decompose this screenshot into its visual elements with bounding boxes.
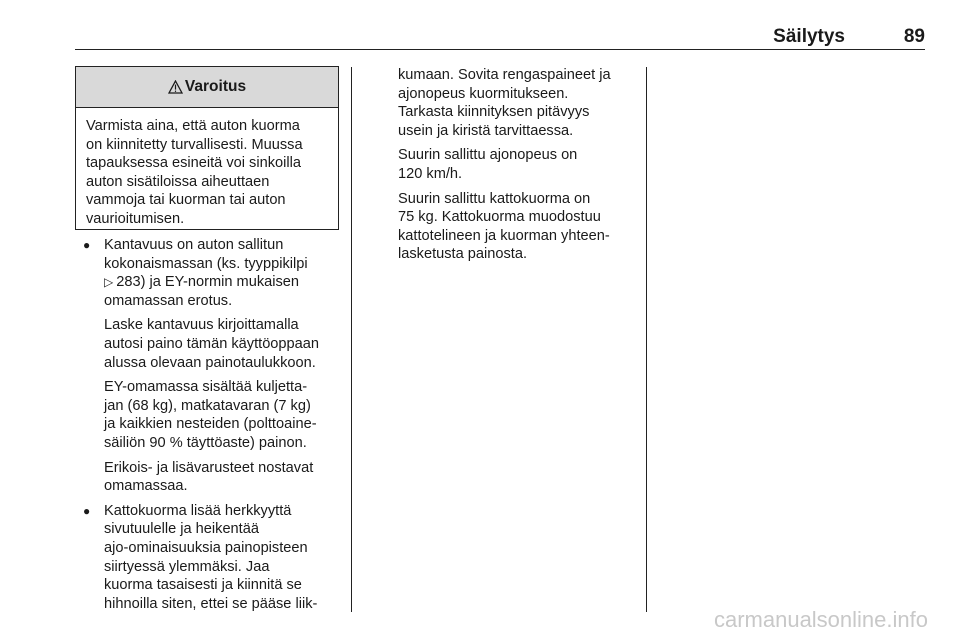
warning-line: vammoja tai kuorman tai auton bbox=[86, 192, 286, 209]
text-line: Kantavuus on auton sallitun bbox=[104, 237, 284, 253]
text-line: EY-omamassa sisältää kuljetta- bbox=[104, 379, 308, 396]
text-line: 120 km/h. bbox=[398, 165, 463, 182]
text-line: Tarkasta kiinnityksen pitävyys bbox=[398, 104, 590, 121]
text-line: säiliön 90 % täyttöaste) painon. bbox=[104, 434, 307, 451]
text-line: Suurin sallittu ajonopeus on bbox=[398, 147, 578, 164]
text-line: alussa olevaan painotaulukkoon. bbox=[104, 354, 316, 371]
page-reference-arrow-icon[interactable]: ▷ bbox=[104, 275, 114, 290]
paragraph bbox=[104, 378, 351, 452]
warning-line: Varmista aina, että auton kuorma bbox=[86, 118, 300, 134]
text-line: ajonopeus kuormitukseen. bbox=[398, 85, 569, 102]
header-rule bbox=[75, 49, 925, 50]
text-line: jan (68 kg), matkatavaran (7 kg) bbox=[104, 397, 311, 414]
text-line: hihnoilla siten, ettei se pääse liik- bbox=[104, 595, 318, 612]
page-reference-text[interactable]: 283) ja EY-normin mukaisen bbox=[116, 274, 300, 291]
text-line: sivutuulelle ja heikentää bbox=[104, 521, 259, 538]
text-line: autosi paino tämän käyttöoppaan bbox=[104, 335, 320, 352]
text-line: ajo-ominaisuuksia painopisteen bbox=[104, 539, 308, 556]
text-line: ja kaikkien nesteiden (polttoaine- bbox=[104, 416, 317, 433]
warning-header bbox=[76, 67, 338, 108]
paragraph bbox=[398, 66, 638, 140]
text-line: kattotelineen ja kuorman yhteen- bbox=[398, 227, 610, 244]
text-line: Kattokuorma lisää herkkyyttä bbox=[104, 502, 292, 519]
watermark-text: carmanualsonline.info bbox=[713, 607, 928, 632]
warning-title: Varoitus bbox=[184, 78, 247, 95]
text-line: lasketusta painosta. bbox=[398, 246, 527, 263]
text-line: Erikois- ja lisävarusteet nostavat bbox=[104, 459, 314, 476]
paragraph bbox=[104, 316, 351, 372]
text-line: omamassaa. bbox=[104, 478, 188, 495]
column-1-text bbox=[75, 236, 351, 613]
warning-body bbox=[76, 108, 338, 229]
warning-box bbox=[75, 66, 339, 230]
paragraph bbox=[104, 459, 351, 496]
bullet-dot-icon: ● bbox=[83, 503, 91, 518]
paragraph bbox=[104, 502, 351, 614]
warning-line: tapauksessa esineitä voi sinkoilla bbox=[86, 155, 301, 172]
text-line: siirtyessä ylemmäksi. Jaa bbox=[104, 558, 270, 575]
warning-line: auton sisätiloissa aiheuttaen bbox=[86, 173, 270, 190]
header-title: Säilytys bbox=[773, 26, 845, 47]
page-number: 89 bbox=[903, 26, 925, 47]
column-divider-2 bbox=[646, 67, 647, 612]
paragraph bbox=[398, 146, 638, 183]
paragraph bbox=[104, 236, 351, 310]
text-line: kokonaismassan (ks. tyyppikilpi bbox=[104, 255, 308, 272]
text-line: kuorma tasaisesti ja kiinnitä se bbox=[104, 577, 302, 594]
text-line: omamassan erotus. bbox=[104, 292, 233, 309]
warning-line: on kiinnitetty turvallisesti. Muussa bbox=[86, 136, 303, 153]
bullet-item bbox=[75, 502, 351, 614]
column-2-text bbox=[398, 66, 638, 264]
warning-line: vaurioitumisen. bbox=[86, 210, 185, 227]
text-line-with-reference bbox=[104, 273, 351, 292]
text-line: Laske kantavuus kirjoittamalla bbox=[104, 317, 299, 334]
bullet-dot-icon: ● bbox=[83, 238, 91, 252]
warning-triangle-icon bbox=[168, 80, 183, 94]
paragraph bbox=[398, 190, 638, 264]
text-line: Suurin sallittu kattokuorma on bbox=[398, 190, 591, 207]
text-line: kumaan. Sovita rengaspaineet ja bbox=[398, 67, 611, 83]
column-divider-1 bbox=[351, 67, 352, 612]
text-line: usein ja kiristä tarvittaessa. bbox=[398, 122, 574, 139]
bullet-item bbox=[75, 236, 351, 496]
text-line: 75 kg. Kattokuorma muodostuu bbox=[398, 209, 601, 226]
